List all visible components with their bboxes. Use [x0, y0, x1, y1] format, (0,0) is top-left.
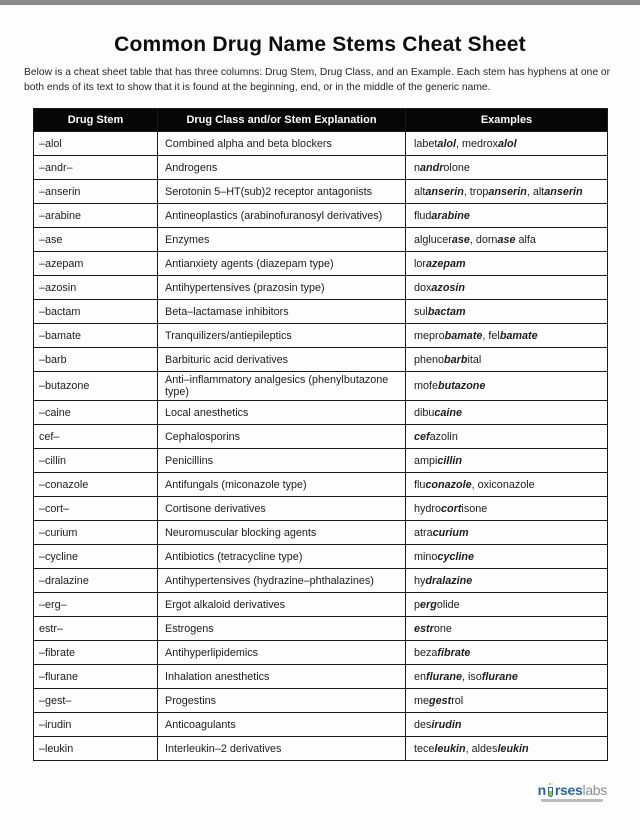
example-text: beza [414, 646, 438, 659]
table-row [34, 713, 608, 737]
example-stem-fragment: dralazine [425, 574, 473, 587]
top-scan-bar [0, 0, 640, 5]
example-stem-fragment: bamate [444, 329, 483, 342]
example-stem-fragment: bamate [499, 329, 538, 342]
example-stem-fragment: leukin [434, 742, 466, 755]
example-text: alt [414, 185, 426, 198]
table-row [34, 132, 608, 156]
cell-drug-class: Estrogens [158, 617, 406, 641]
example-text: , fel [482, 329, 500, 342]
nurseslabs-logo [538, 783, 607, 802]
example-text: , alt [526, 185, 545, 198]
cell-examples [406, 545, 608, 569]
example-text: olide [436, 598, 460, 611]
table-row [34, 689, 608, 713]
cell-examples [406, 324, 608, 348]
example-text: mofe [414, 380, 439, 393]
example-stem-fragment: fibrate [437, 646, 471, 659]
example-text: p [414, 598, 421, 611]
cell-drug-stem: cef– [34, 425, 158, 449]
cell-drug-stem: –cycline [34, 545, 158, 569]
example-text: tece [414, 742, 435, 755]
cell-drug-stem: estr– [34, 617, 158, 641]
example-stem-fragment: bactam [427, 305, 466, 318]
cell-drug-class: Antifungals (miconazole type) [158, 473, 406, 497]
example-stem-fragment: curium [432, 526, 469, 539]
table-row [34, 252, 608, 276]
table-row [34, 545, 608, 569]
cell-drug-stem: –ase [34, 228, 158, 252]
cell-examples [406, 425, 608, 449]
cell-drug-class: Ergot alkaloid derivatives [158, 593, 406, 617]
cell-drug-stem: –erg– [34, 593, 158, 617]
cell-drug-stem: –cillin [34, 449, 158, 473]
sparkle-icon [549, 783, 551, 785]
cell-drug-class: Cephalosporins [158, 425, 406, 449]
cell-drug-stem: –azosin [34, 276, 158, 300]
table-row [34, 204, 608, 228]
example-text: ital [467, 353, 482, 366]
cell-drug-stem: –andr– [34, 156, 158, 180]
cell-drug-class: Beta–lactamase inhibitors [158, 300, 406, 324]
example-text: olone [443, 161, 470, 174]
cell-drug-stem: –leukin [34, 737, 158, 761]
page-title: Common Drug Name Stems Cheat Sheet [114, 33, 526, 56]
cell-drug-class: Barbituric acid derivatives [158, 348, 406, 372]
cell-drug-class: Penicillins [158, 449, 406, 473]
example-stem-fragment: erg [420, 598, 437, 611]
cell-drug-class: Local anesthetics [158, 401, 406, 425]
cell-examples [406, 737, 608, 761]
example-text: atra [414, 526, 433, 539]
cell-drug-stem: –barb [34, 348, 158, 372]
example-text: , iso [462, 670, 482, 683]
cell-drug-stem: –bactam [34, 300, 158, 324]
table-row [34, 497, 608, 521]
example-text: rol [451, 694, 464, 707]
example-text: , trop [463, 185, 489, 198]
cell-drug-class: Antihypertensives (hydrazine–phthalazines) [158, 569, 406, 593]
example-stem-fragment: ase [497, 233, 516, 246]
example-stem-fragment: flurane [481, 670, 518, 683]
example-text: labet [414, 137, 438, 150]
example-stem-fragment: azepam [426, 257, 466, 270]
table-row [34, 372, 608, 401]
example-text: , oxiconazole [471, 478, 535, 491]
cell-drug-stem: –dralazine [34, 569, 158, 593]
cell-drug-class: Interleukin–2 derivatives [158, 737, 406, 761]
cell-examples [406, 569, 608, 593]
table-row [34, 425, 608, 449]
cell-drug-class: Antineoplastics (arabinofuranosyl derivatives) [158, 204, 406, 228]
example-text: sul [414, 305, 428, 318]
example-text: lor [414, 257, 426, 270]
example-stem-fragment: anserin [425, 185, 464, 198]
example-stem-fragment: estr [414, 622, 434, 635]
cell-drug-stem: –butazone [34, 372, 158, 401]
cell-examples [406, 372, 608, 401]
cell-drug-class: Antihypertensives (prazosin type) [158, 276, 406, 300]
cell-examples [406, 276, 608, 300]
cell-examples [406, 521, 608, 545]
cell-examples [406, 132, 608, 156]
cell-drug-stem: –anserin [34, 180, 158, 204]
test-tube-icon [547, 786, 554, 797]
cell-drug-stem: –caine [34, 401, 158, 425]
cell-drug-stem: –gest– [34, 689, 158, 713]
example-text: mino [414, 550, 438, 563]
column-header-examples: Examples [406, 109, 608, 132]
cell-drug-class: Serotonin 5–HT(sub)2 receptor antagonists [158, 180, 406, 204]
cell-drug-class: Antihyperlipidemics [158, 641, 406, 665]
example-text: azolin [429, 430, 458, 443]
example-stem-fragment: flurane [426, 670, 463, 683]
cell-drug-class: Anti–inflammatory analgesics (phenylbutazone type) [158, 372, 406, 401]
column-header-drug-stem: Drug Stem [34, 109, 158, 132]
cell-drug-class: Antibiotics (tetracycline type) [158, 545, 406, 569]
cell-drug-class: Anticoagulants [158, 713, 406, 737]
example-stem-fragment: caine [434, 406, 463, 419]
cell-examples [406, 204, 608, 228]
cell-examples [406, 228, 608, 252]
cell-drug-class: Androgens [158, 156, 406, 180]
cell-examples [406, 156, 608, 180]
example-stem-fragment: arabine [431, 209, 470, 222]
cell-examples [406, 689, 608, 713]
cell-examples [406, 449, 608, 473]
cell-examples [406, 713, 608, 737]
cell-examples [406, 641, 608, 665]
example-text: en [414, 670, 427, 683]
example-text: n [414, 161, 421, 174]
cell-drug-stem: –irudin [34, 713, 158, 737]
cell-drug-class: Progestins [158, 689, 406, 713]
cell-examples [406, 252, 608, 276]
example-text: pheno [414, 353, 445, 366]
example-text: flu [414, 478, 426, 491]
cell-examples [406, 617, 608, 641]
footer [0, 783, 607, 802]
intro-text: Below is a cheat sheet table that has three columns: Drug Stem, Drug Class, and an Example. Each stem has hyphens at one or both ends of its text to show that it is found at the beginning, end, or in the middle of the generic name. [24, 67, 611, 93]
cell-drug-stem: –alol [34, 132, 158, 156]
cell-drug-stem: –fibrate [34, 641, 158, 665]
example-stem-fragment: cef [414, 430, 430, 443]
cell-drug-class: Enzymes [158, 228, 406, 252]
example-stem-fragment: irudin [431, 718, 462, 731]
example-text: , aldes [465, 742, 498, 755]
cell-examples [406, 348, 608, 372]
logo-text-n: n [537, 782, 546, 799]
example-stem-fragment: anserin [544, 185, 583, 198]
example-text: hydro [414, 502, 442, 515]
table-row [34, 348, 608, 372]
example-stem-fragment: cycline [437, 550, 475, 563]
table-row [34, 521, 608, 545]
cell-drug-stem: –cort– [34, 497, 158, 521]
example-text: one [433, 622, 452, 635]
cell-drug-class: Tranquilizers/antiepileptics [158, 324, 406, 348]
example-stem-fragment: anserin [488, 185, 527, 198]
cell-examples [406, 300, 608, 324]
example-stem-fragment: conazole [425, 478, 472, 491]
table-row [34, 276, 608, 300]
example-text: alfa [515, 233, 536, 246]
cell-drug-class: Neuromuscular blocking agents [158, 521, 406, 545]
table-row [34, 737, 608, 761]
table-body [34, 132, 608, 761]
example-stem-fragment: butazone [438, 380, 486, 393]
table-row [34, 300, 608, 324]
cell-drug-class: Combined alpha and beta blockers [158, 132, 406, 156]
table-row [34, 156, 608, 180]
example-text: mepro [414, 329, 445, 342]
example-stem-fragment: andr [420, 161, 444, 174]
table-row [34, 617, 608, 641]
cell-drug-stem: –curium [34, 521, 158, 545]
table-row [34, 449, 608, 473]
example-stem-fragment: alol [498, 137, 517, 150]
cell-drug-stem: –bamate [34, 324, 158, 348]
example-text: flud [414, 209, 432, 222]
cell-drug-stem: –conazole [34, 473, 158, 497]
table-row [34, 180, 608, 204]
drug-stems-table [33, 108, 608, 761]
example-stem-fragment: azosin [431, 281, 466, 294]
table-row [34, 228, 608, 252]
example-text: , dorn [469, 233, 498, 246]
cell-examples [406, 473, 608, 497]
example-text: me [414, 694, 429, 707]
cell-drug-stem: –flurane [34, 665, 158, 689]
example-stem-fragment: cort [441, 502, 462, 515]
example-stem-fragment: cillin [437, 454, 463, 467]
cell-drug-class: Inhalation anesthetics [158, 665, 406, 689]
table-header-row [34, 109, 608, 132]
column-header-drug-class: Drug Class and/or Stem Explanation [158, 109, 406, 132]
example-text: isone [461, 502, 488, 515]
example-stem-fragment: barb [444, 353, 468, 366]
example-text: des [414, 718, 432, 731]
table-row [34, 324, 608, 348]
table-row [34, 665, 608, 689]
example-stem-fragment: leukin [497, 742, 529, 755]
cell-examples [406, 401, 608, 425]
example-text: alglucer [414, 233, 452, 246]
cell-examples [406, 497, 608, 521]
example-stem-fragment: gest [429, 694, 452, 707]
table-row [34, 593, 608, 617]
example-text: ampi [414, 454, 438, 467]
example-text: , medrox [456, 137, 499, 150]
cell-examples [406, 593, 608, 617]
cell-drug-stem: –azepam [34, 252, 158, 276]
logo-text-labs: labs [582, 782, 607, 799]
logo-wordmark [538, 783, 607, 797]
cell-drug-class: Cortisone derivatives [158, 497, 406, 521]
table-row [34, 473, 608, 497]
logo-tagline [541, 799, 603, 802]
example-text: dibu [414, 406, 435, 419]
example-text: dox [414, 281, 432, 294]
table-row [34, 641, 608, 665]
cell-examples [406, 180, 608, 204]
table-row [34, 401, 608, 425]
example-stem-fragment: alol [437, 137, 457, 150]
logo-text-rses: rses [554, 782, 583, 799]
example-text: hy [414, 574, 426, 587]
table-row [34, 569, 608, 593]
example-stem-fragment: ase [451, 233, 470, 246]
cell-examples [406, 665, 608, 689]
cell-drug-stem: –arabine [34, 204, 158, 228]
cell-drug-class: Antianxiety agents (diazepam type) [158, 252, 406, 276]
